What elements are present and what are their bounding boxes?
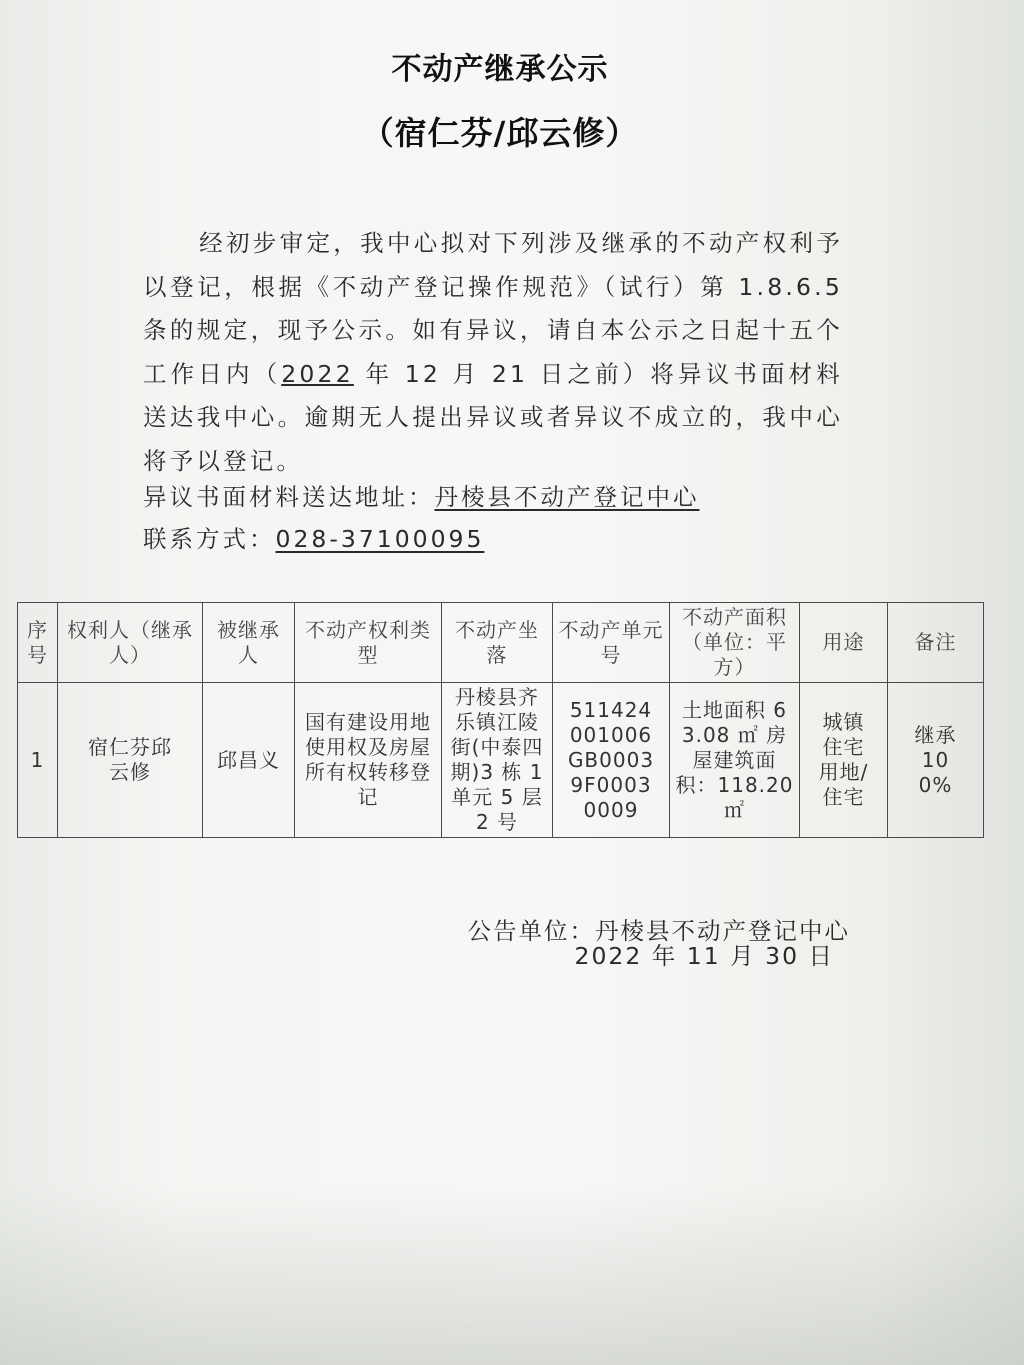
address-value: 丹棱县不动产登记中心: [434, 483, 700, 511]
table-row: [18, 683, 984, 838]
cell-seq: 1: [18, 683, 58, 838]
cell-holder: 宿仁芬邱云修: [58, 683, 203, 838]
paragraph-part1: 经初步审定，我中心拟对下列涉及继承的不动产权利予以登记，根据《不动产登记操作规范》（试行）第 1.8.6.5 条的规定，现予公示。如有异议，请自本公示之日起十五个工作日内（: [143, 229, 843, 388]
registration-table: [17, 602, 984, 838]
issue-date: 2022 年 11 月 30 日: [574, 942, 834, 970]
document-title: 不动产继承公示: [391, 52, 609, 87]
cell-right-type: 国有建设用地使用权及房屋所有权转移登记: [295, 683, 442, 838]
table-header-row: [18, 603, 984, 683]
header-holder: 权利人（继承人）: [58, 603, 203, 683]
cell-area: 土地面积 63.08 ㎡ 房屋建筑面积：118.20 ㎡: [670, 683, 800, 838]
cell-usage: 城镇住宅用地/住宅: [800, 683, 888, 838]
cell-location: 丹棱县齐乐镇江陵街(中泰四期)3 栋 1 单元 5 层 2 号: [442, 683, 553, 838]
contact-label: 联系方式：: [143, 525, 276, 553]
deadline-year: 2022: [281, 359, 354, 388]
address-line: [143, 478, 700, 512]
document-subtitle: （宿仁芬/邱云修）: [361, 114, 639, 152]
cell-note: 继承 100%: [888, 683, 984, 838]
header-unit-no: 不动产单元号: [553, 603, 670, 683]
header-right-type: 不动产权利类型: [295, 603, 442, 683]
header-note: 备注: [888, 603, 984, 683]
cell-decedent: 邱昌义: [203, 683, 295, 838]
contact-line: [143, 520, 484, 554]
header-seq: 序号: [18, 603, 58, 683]
paragraph-part2: 年 12 月 21 日之前）将异议书面材料送达我中心。逾期无人提出异议或者异议不成立的，我中心将予以登记。: [143, 359, 843, 475]
header-area: 不动产面积（单位：平方）: [670, 603, 800, 683]
address-label: 异议书面材料送达地址：: [143, 483, 435, 511]
contact-value: 028-37100095: [275, 525, 485, 553]
header-decedent: 被继承人: [203, 603, 295, 683]
notice-paragraph: [143, 222, 843, 483]
header-usage: 用途: [800, 603, 888, 683]
cell-unit-no: 511424001006GB00039F00030009: [553, 683, 670, 838]
header-location: 不动产坐落: [442, 603, 553, 683]
issuer-line: 公告单位：丹棱县不动产登记中心: [467, 917, 850, 945]
